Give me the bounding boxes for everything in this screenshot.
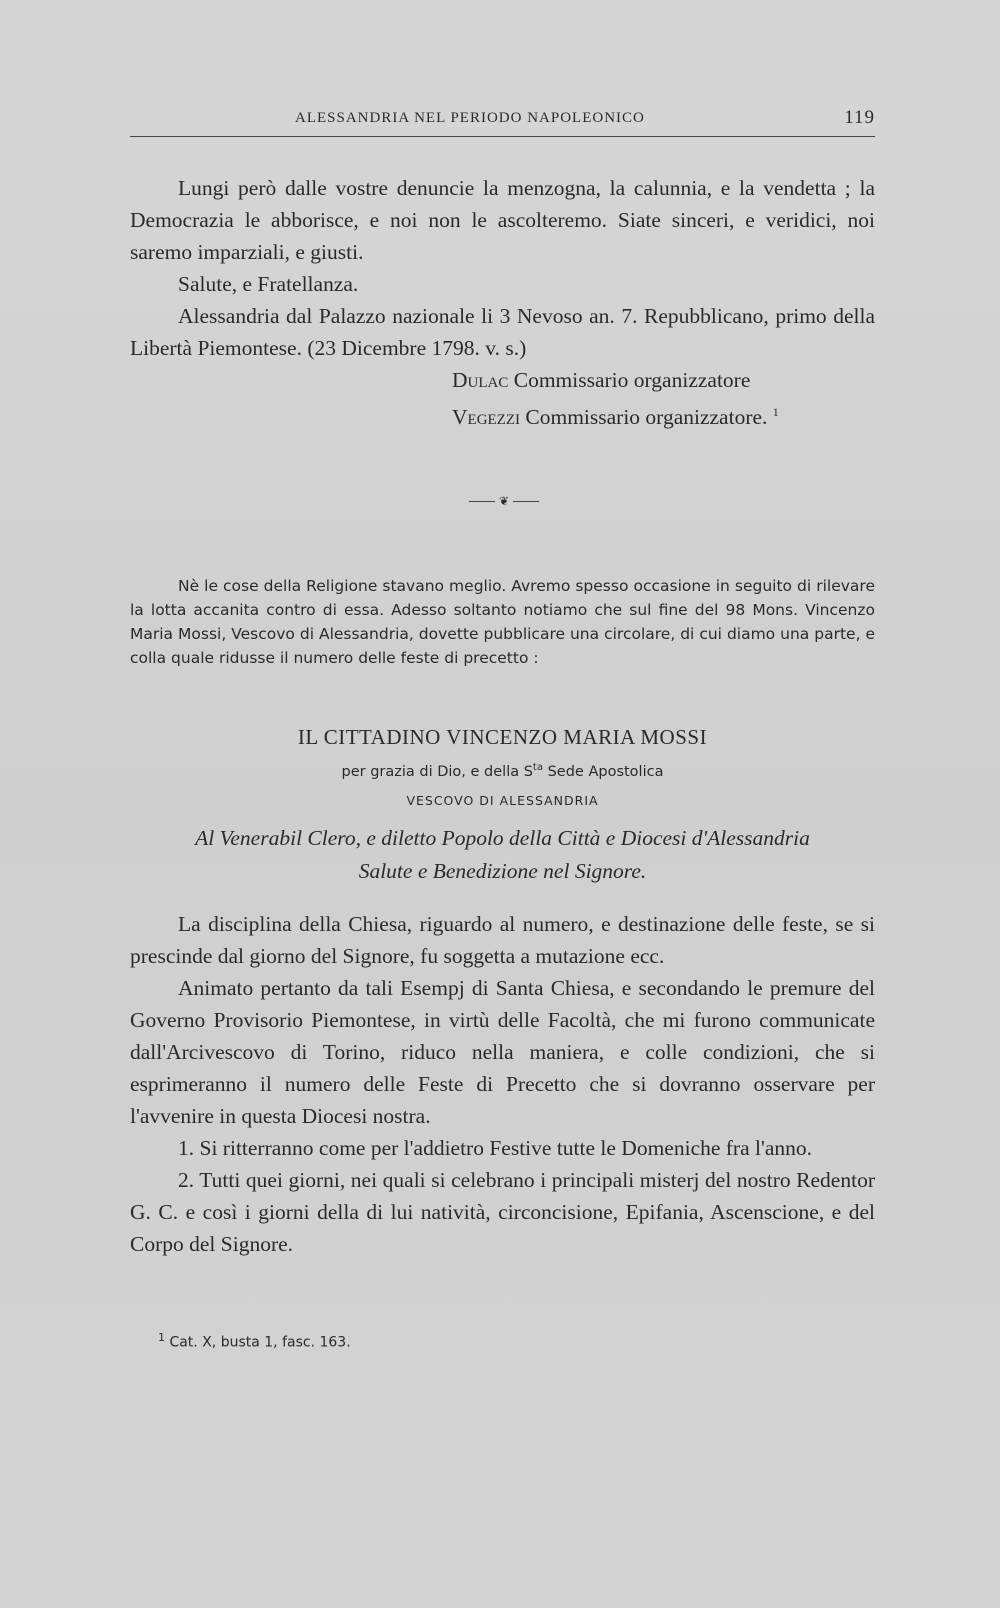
decree-subtitle: per grazia di Dio, e della $S^{ta}$ Sede Apostolica [341, 762, 664, 780]
signer-name: Dulac [452, 368, 509, 392]
footnote-ref: 1 [772, 405, 779, 419]
decree-salutation: Salute e Benedizione nel Signore. [358, 859, 647, 883]
footnote [130, 1331, 903, 1351]
ornament-icon: ❦ [498, 494, 510, 508]
decree-title: IL CITTADINO VINCENZO MARIA MOSSI [297, 725, 708, 749]
signature-dulac [130, 364, 875, 396]
signature-vegezzi [130, 396, 875, 433]
decree-item: 1. Si ritterranno come per l'addietro Festive tutte le Domeniche fra l'anno. [178, 1136, 813, 1160]
footnote-text: Cat. X, busta 1, fasc. 163. [169, 1334, 351, 1351]
section-ornament [464, 494, 544, 508]
decree-office: VESCOVO DI ALESSANDRIA [406, 793, 599, 808]
commentary-paragraph: Nè le cose della Religione stavano meglio. Avremo spesso occasione in seguito di rilevare la lotta accanita contro di essa. Adesso soltanto notiamo che sul fine del 98 Mons. Vincenzo Maria Mossi, Vescovo di Alessandria, dovette pubblicare una circolare, di cui diamo una parte, e colla quale ridusse il numero delle feste di precetto : [130, 577, 875, 667]
commentary [130, 574, 875, 670]
running-header [130, 106, 875, 137]
signer-name: Vegezzi [452, 405, 521, 430]
decree-paragraph: Animato pertanto da tali Esempj di Santa Chiesa, e secondando le premure del Governo Provisorio Piemontese, in virtù delle Facoltà, che mi furono communicate dall'Arcivescovo di Torino, riduco nella maniera, e colle condizioni, che si esprimeranno il numero delle Feste di Precetto che si dovranno osservare per l'avvenire in questa Diocesi nostra. [130, 976, 875, 1128]
salute-line: Salute, e Fratellanza. [178, 272, 359, 296]
running-title: ALESSANDRIA NEL PERIODO NAPOLEONICO [295, 110, 645, 126]
footnote-mark: 1 [158, 1331, 165, 1344]
signer-role: Commissario organizzatore. [525, 405, 768, 430]
letter-closing [130, 172, 875, 433]
page-number: 119 [844, 107, 875, 128]
decree-paragraph: La disciplina della Chiesa, riguardo al numero, e destinazione delle feste, se si prescinde dal giorno del Signore, fu soggetta a mutazione ecc. [130, 912, 875, 968]
letter-paragraph: Lungi però dalle vostre denuncie la menzogna, la calunnia, e la vendetta ; la Democrazia le abborisce, e noi non le ascolteremo. Siate sinceri, e veridici, noi saremo imparziali, e giusti. [130, 176, 875, 264]
decree-item: 2. Tutti quei giorni, nei quali si celebrano i principali misterj del nostro Redentor G. C. e così i giorni della di lui natività, circoncisione, Epifania, Ascenscione, e del Corpo del Signore. [130, 1168, 875, 1256]
signer-role: Commissario organizzatore [513, 368, 751, 392]
date-line: Alessandria dal Palazzo nazionale li 3 Nevoso an. 7. Repubblicano, primo della Libertà Piemontese. (23 Dicembre 1798. v. s.) [130, 304, 875, 360]
decree-body [130, 908, 875, 1260]
decree-address: Al Venerabil Clero, e diletto Popolo della Città e Diocesi d'Alessandria [195, 826, 810, 850]
